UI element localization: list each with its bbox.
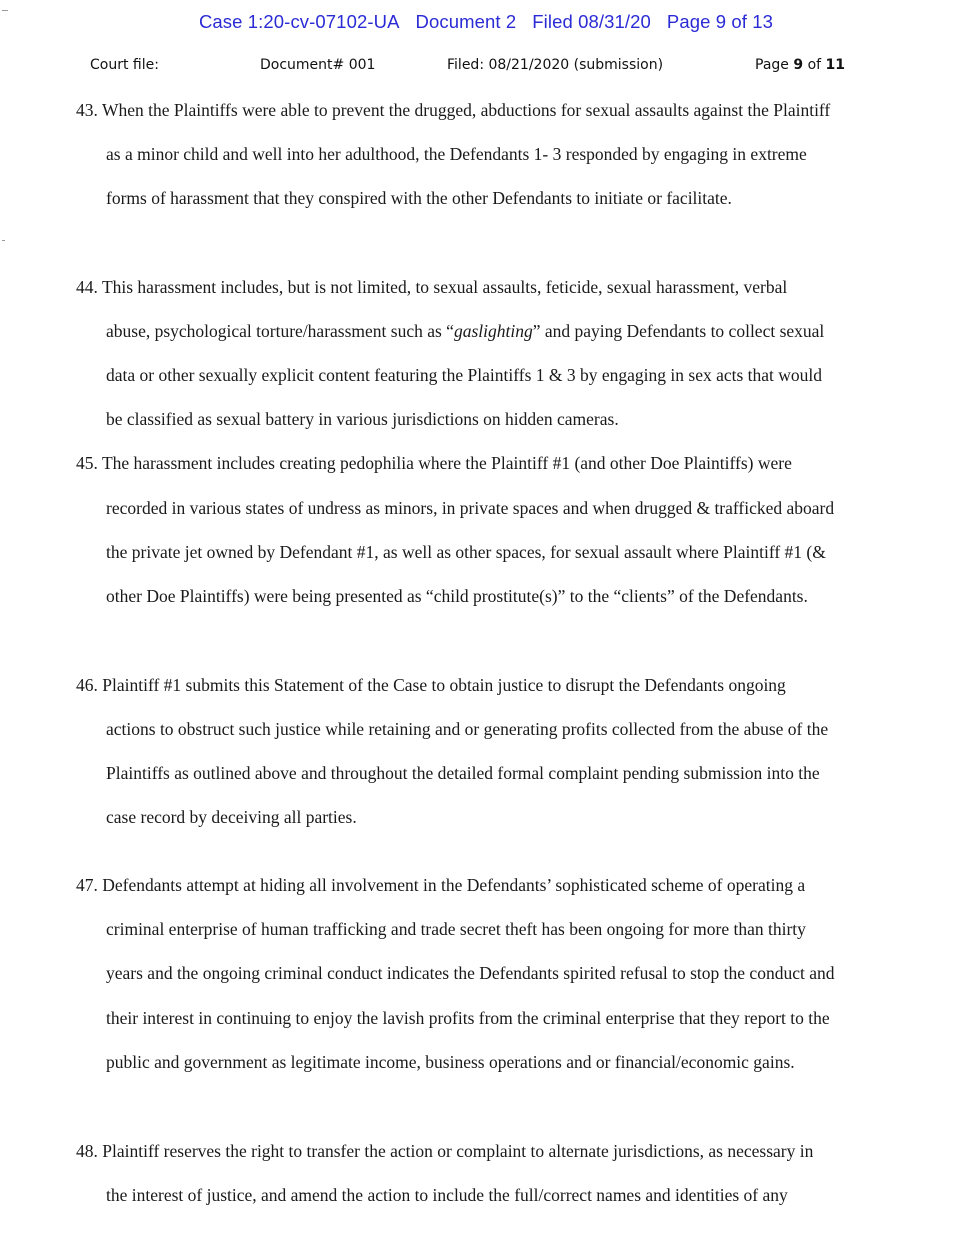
paragraph-line: 48. Plaintiff reserves the right to transfer the action or complaint to alternate jurisdictions, as necessary in (76, 1141, 814, 1161)
paragraph-line: Plaintiffs as outlined above and throughout the detailed formal complaint pending submission into the (106, 763, 820, 783)
case-number: Case 1:20-cv-07102-UA (198, 11, 400, 32)
paragraph-line: 47. Defendants attempt at hiding all involvement in the Defendants’ sophisticated scheme of operating a (76, 875, 806, 895)
paragraph-line: recorded in various states of undress as minors, in private spaces and when drugged & trafficked aboard (106, 498, 835, 518)
paragraph-line: the private jet owned by Defendant #1, as well as other spaces, for sexual assault where Plaintiff #1 (& (106, 542, 826, 562)
paragraph-line: 44. This harassment includes, but is not limited, to sexual assaults, feticide, sexual harassment, verbal (76, 277, 788, 297)
paragraph-number: 47. (76, 875, 98, 895)
paragraph-line: the interest of justice, and amend the action to include the full/correct names and identities of any (106, 1185, 788, 1205)
filed-date: Filed 08/31/20 (532, 11, 651, 32)
paragraph-line: 43. When the Plaintiffs were able to prevent the drugged, abductions for sexual assaults against the Plaintiff (76, 100, 831, 120)
paragraph-line: other Doe Plaintiffs) were being presented as “child prostitute(s)” to the “clients” of the Defendants. (106, 586, 808, 606)
paragraph-number: 48. (76, 1141, 98, 1161)
ecf-header (0, 11, 972, 33)
paragraph-line: actions to obstruct such justice while retaining and or generating profits collected from the abuse of the (106, 719, 829, 739)
submission-date: Filed: 08/21/2020 (submission) (447, 57, 664, 73)
paragraph-line: data or other sexually explicit content featuring the Plaintiffs 1 & 3 by engaging in sex acts that would (106, 365, 823, 385)
scan-artifact (2, 240, 5, 241)
paragraph-line: public and government as legitimate income, business operations and or financial/economic gains. (106, 1052, 795, 1072)
paragraph-number: 45. (76, 453, 98, 473)
paragraph-line: as a minor child and well into her adulthood, the Defendants 1- 3 responded by engaging in extreme (106, 144, 807, 164)
page-count: Page 9 of 13 (666, 11, 774, 32)
paragraph-line: case record by deceiving all parties. (106, 807, 357, 827)
document-id: Document# 001 (260, 57, 376, 73)
paragraph-line: 45. The harassment includes creating pedophilia where the Plaintiff #1 (and other Doe Plaintiffs) were (76, 453, 792, 473)
paragraph-line: their interest in continuing to enjoy the lavish profits from the criminal enterprise that they report to the (106, 1008, 830, 1028)
paragraph-number: 43. (76, 100, 98, 120)
paragraph-line: years and the ongoing criminal conduct indicates the Defendants spirited refusal to stop the conduct and (106, 963, 835, 983)
court-file-label: Court file: (90, 57, 159, 73)
document-number: Document 2 (415, 11, 517, 32)
paragraph-line: 46. Plaintiff #1 submits this Statement of the Case to obtain justice to disrupt the Defendants ongoing (76, 675, 786, 695)
paragraph-number: 46. (76, 675, 98, 695)
scan-artifact (2, 10, 8, 11)
paragraph-number: 44. (76, 277, 98, 297)
paragraph-line: forms of harassment that they conspired with the other Defendants to initiate or facilitate. (106, 188, 732, 208)
paragraph-line: criminal enterprise of human trafficking and trade secret theft has been ongoing for more than thirty (106, 919, 806, 939)
paragraph-line: be classified as sexual battery in various jurisdictions on hidden cameras. (106, 409, 619, 429)
paragraph-line: abuse, psychological torture/harassment such as “gaslighting” and paying Defendants to collect sexual (106, 321, 825, 341)
page-indicator: Page 9 of 11 (755, 57, 845, 73)
italic-term: gaslighting (453, 321, 533, 341)
